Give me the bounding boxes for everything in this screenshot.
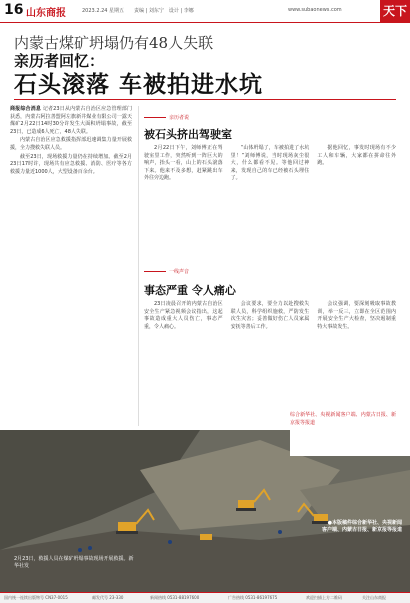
story1-body	[144, 145, 396, 253]
worker-figure	[168, 540, 172, 544]
article-paragraph: 内蒙古自治区应急救援指挥部迅速调集力量开展救援，全力搜救失联人员。	[10, 137, 132, 151]
story1-title: 被石头挤出驾驶室	[144, 128, 232, 141]
footer-bar	[0, 592, 410, 603]
story1-paragraph: 据他回忆，事发时现场有不少工人和车辆，大家都在拼命往外跑。	[317, 145, 396, 167]
excavator-body	[118, 522, 136, 531]
dateline: 2023.2.24 星期五 责编 | 刘东宁 设计 | 李娜	[82, 8, 194, 14]
excavator-track	[236, 508, 256, 511]
footer-item: 欢迎扫描上方二维码	[306, 595, 342, 600]
article-paragraph: 截至23日，现场救援力量仍在持续增加。截至2月23日17时许，现场共有应急救援、消防、医疗等各方救援力量近1000人，大型设备百余台。	[10, 153, 132, 175]
main-headline: 石头滚落 车被拍进水坑	[14, 71, 264, 98]
byline: 商报综合消息	[10, 106, 42, 112]
column-divider	[138, 106, 139, 426]
excavator-track	[116, 531, 138, 534]
worker-figure	[78, 548, 82, 552]
story2-paragraph: 会议要求，要全力以赴搜救失联人员，科学组织施救，严防发生次生灾害；妥善做好伤亡人员家属安抚等善后工作。	[230, 301, 310, 330]
credit-line: 客户端、内蒙古日报、新京报等报道	[321, 527, 402, 533]
footer-item: 国内统一连续出版物号 CN37-0015	[4, 595, 68, 600]
story2-paragraph: 23日凌晨召开的内蒙古自治区安全生产紧急视频会议指出，这起事故造成重大人员伤亡，事态严重，令人痛心。	[144, 301, 223, 330]
tag-bar-icon	[144, 271, 166, 272]
worker-figure	[88, 546, 92, 550]
credit-line: ●本版稿件综合新华社、央视新闻	[327, 520, 402, 526]
headline-rule	[14, 99, 396, 100]
tag-bar-icon	[144, 117, 166, 118]
website[interactable]: www.subaonews.com	[288, 7, 342, 13]
masthead	[0, 0, 410, 23]
footer-item: 邮发代号 23-330	[92, 595, 124, 600]
story2-paragraph: 会议强调，要深刻吸取事故教训，举一反三，立即在全区范围内开展安全生产大检查，坚决遏制重特大事故发生。	[317, 301, 396, 330]
section-tab[interactable]: 天下	[380, 0, 410, 22]
text-cutout	[290, 430, 410, 456]
left-column-article	[10, 106, 132, 177]
paper-name: 山东商报	[26, 8, 66, 19]
story1-paragraph: 2月22日下午，刘师傅正在驾驶室里工作，突然听到一阵巨大的响声，抬头一看，山上的石头滚落下来。他来不及多想，赶紧跳出车外往旁边跑。	[144, 145, 223, 182]
section-tag-frontline: 一线声音	[144, 268, 189, 277]
photo-credit	[280, 520, 402, 534]
kicker-headline: 内蒙古煤矿坍塌仍有48人失联	[14, 34, 214, 52]
kicker-subheadline: 亲历者回忆：	[14, 52, 105, 70]
page-number: 16	[4, 2, 24, 18]
section-tag-eyewitness: 亲历者说	[144, 114, 189, 123]
story2-title: 事态严重 令人痛心	[144, 284, 236, 297]
excavator-body	[200, 534, 212, 540]
article-lead	[10, 106, 132, 136]
footer-item: 广告热线 0531-86197675	[228, 595, 278, 600]
footer-item: 关注山东商报	[362, 595, 386, 600]
photo-caption: 2月23日，救援人员在煤矿坍塌事故现场开展救援。新华社发	[14, 556, 134, 569]
article-paragraph: 记者23日从内蒙古自治区应急管理部门获悉，内蒙古阿拉善盟阿左旗新井煤业有限公司一露天煤矿2月22日14时30分许发生大面积坍塌事故，截至23日，已造成6人死亡，48人失联。	[10, 106, 132, 135]
story1-paragraph: “山体坍塌了，车被拍进了水坑里！”刘师傅说，当时现场灰尘很大，什么都看不见。等他回过神来，发现自己的车已经被石头埋住了。	[230, 145, 310, 182]
footer-item: 新闻热线 0531-88197600	[150, 595, 200, 600]
story2-source: 综合新华社、央视新闻客户端、内蒙古日报、新京报等报道	[290, 412, 396, 426]
excavator-body	[238, 500, 254, 508]
story2-body	[144, 301, 396, 409]
